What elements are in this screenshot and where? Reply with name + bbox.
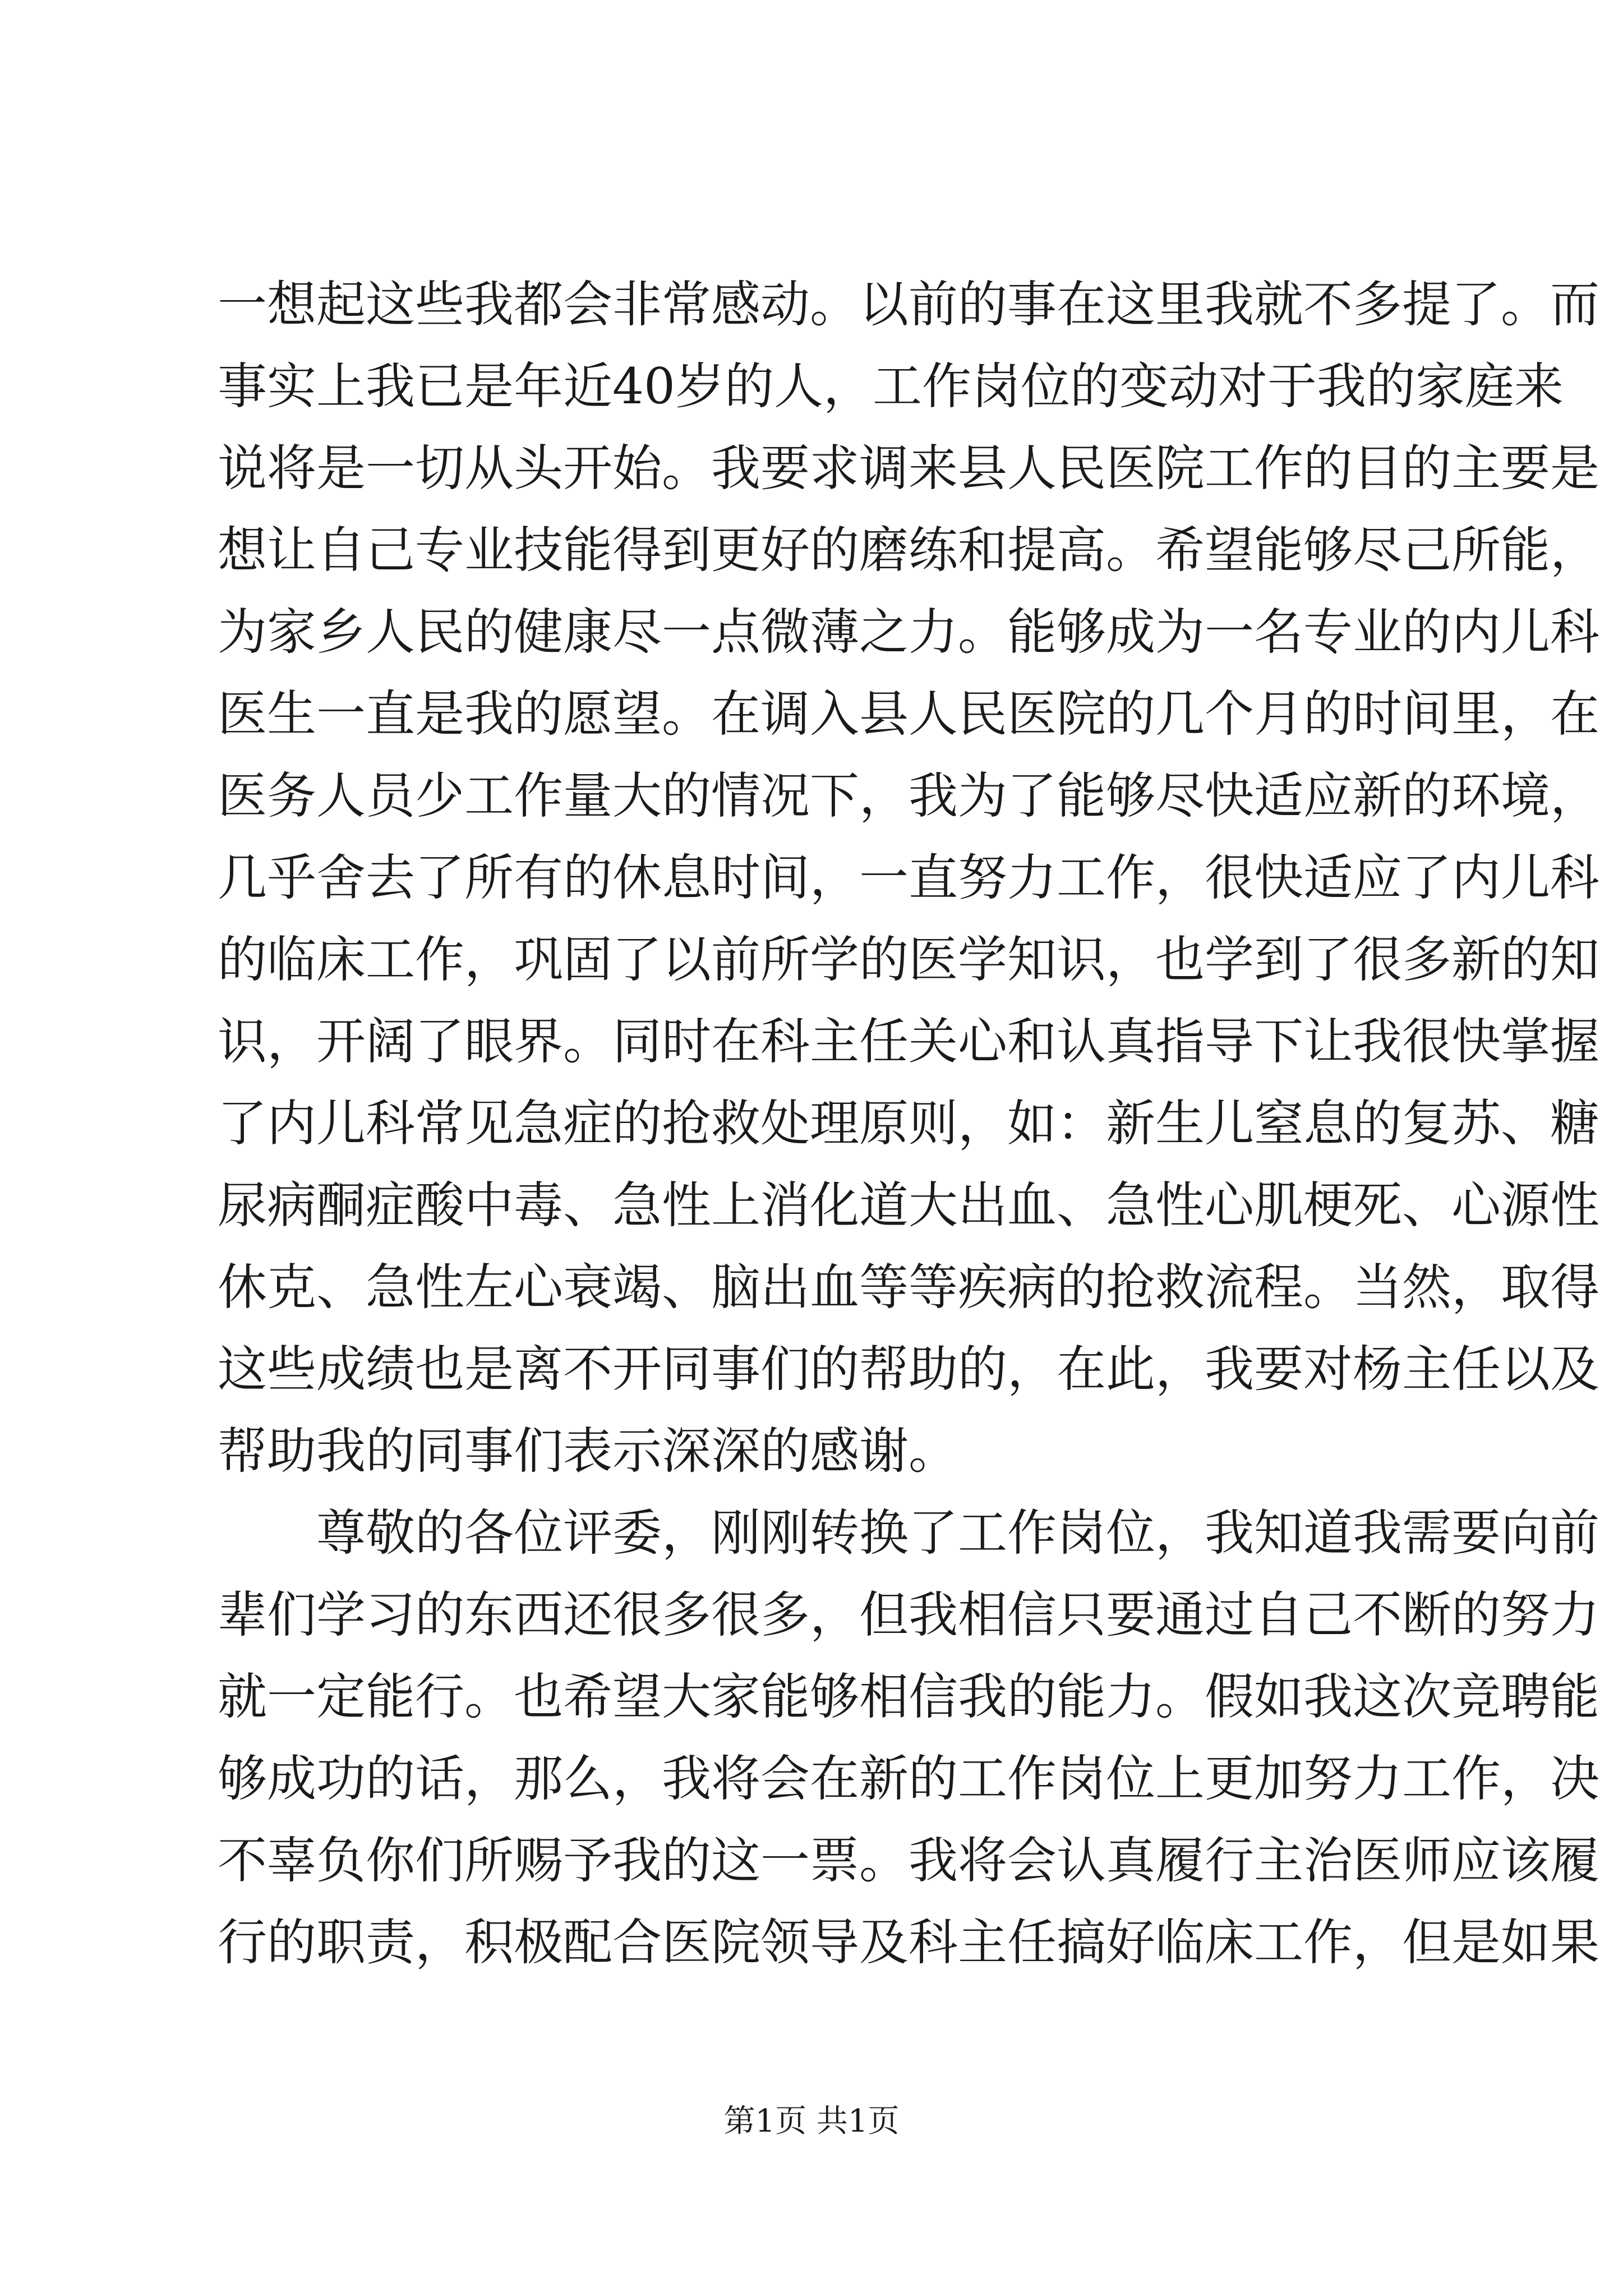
- text-line: 的临床工作，巩固了以前所学的医学知识，也学到了很多新的知: [218, 931, 1600, 988]
- document-body: [218, 264, 1600, 1984]
- text-line: 几乎舍去了所有的休息时间，一直努力工作，很快适应了内儿科: [218, 849, 1600, 907]
- text-line: 辈们学习的东西还很多很多，但我相信只要通过自己不断的努力: [218, 1586, 1600, 1644]
- text-line: 一想起这些我都会非常感动。以前的事在这里我就不多提了。而: [218, 275, 1600, 333]
- text-line: 尊敬的各位评委，刚刚转换了工作岗位，我知道我需要向前: [316, 1504, 1600, 1562]
- page-footer: [0, 2099, 1623, 2144]
- text-line: 行的职责，积极配合医院领导及科主任搞好临床工作，但是如果: [218, 1913, 1600, 1971]
- text-line: 想让自己专业技能得到更好的磨练和提高。希望能够尽己所能，: [218, 521, 1600, 579]
- text-line: 说将是一切从头开始。我要求调来县人民医院工作的目的主要是: [218, 439, 1600, 497]
- text-line: 休克、急性左心衰竭、脑出血等等疾病的抢救流程。当然，取得: [218, 1258, 1600, 1316]
- paragraph-2: [218, 1492, 1600, 1984]
- text-line: 帮助我的同事们表示深深的感谢。: [218, 1422, 958, 1480]
- text-line: 事实上我已是年近40岁的人，工作岗位的变动对于我的家庭来: [218, 357, 1564, 415]
- paragraph-1: [218, 264, 1600, 1492]
- text-line: 就一定能行。也希望大家能够相信我的能力。假如我这次竞聘能: [218, 1668, 1600, 1726]
- text-line: 医生一直是我的愿望。在调入县人民医院的几个月的时间里，在: [218, 685, 1600, 743]
- text-line: 为家乡人民的健康尽一点微薄之力。能够成为一名专业的内儿科: [218, 603, 1600, 661]
- page-number-label: 第1页 共1页: [723, 2103, 900, 2139]
- text-line: 了内儿科常见急症的抢救处理原则，如：新生儿窒息的复苏、糖: [218, 1094, 1600, 1152]
- text-line: 这些成绩也是离不开同事们的帮助的，在此，我要对杨主任以及: [218, 1340, 1600, 1398]
- text-line: 尿病酮症酸中毒、急性上消化道大出血、急性心肌梗死、心源性: [218, 1176, 1600, 1234]
- text-line: 够成功的话，那么，我将会在新的工作岗位上更加努力工作，决: [218, 1750, 1600, 1807]
- text-line: 医务人员少工作量大的情况下，我为了能够尽快适应新的环境，: [218, 767, 1600, 825]
- text-line: 识，开阔了眼界。同时在科主任关心和认真指导下让我很快掌握: [218, 1013, 1600, 1070]
- text-line: 不辜负你们所赐予我的这一票。我将会认真履行主治医师应该履: [218, 1832, 1600, 1889]
